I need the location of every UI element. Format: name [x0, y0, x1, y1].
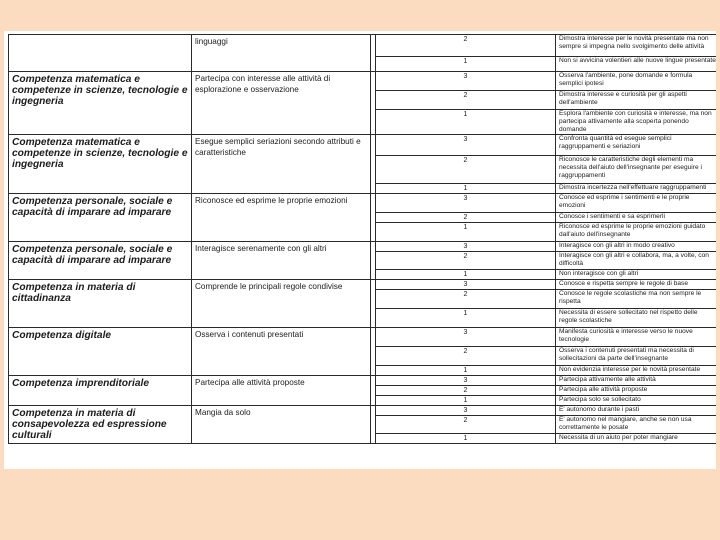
indicatore-cell: Partecipa alle attività proposte	[192, 376, 371, 406]
indicatore-cell: Riconosce ed esprime le proprie emozioni	[192, 194, 371, 242]
indicatore-cell: Osserva i contenuti presentati	[192, 328, 371, 376]
table-row	[9, 35, 717, 57]
competenza-cell: Competenza matematica e competenze in scienze, tecnologie e ingegneria	[9, 72, 192, 135]
competenza-cell: Competenza personale, sociale e capacità di imparare ad imparare	[9, 194, 192, 242]
livello-cell: 2	[376, 386, 556, 396]
table-row	[9, 376, 717, 386]
competenza-cell: Competenza personale, sociale e capacità di imparare ad imparare	[9, 242, 192, 280]
indicatore-cell: Partecipa con interesse alle attività di esplorazione e osservazione	[192, 72, 371, 135]
descrittore-cell: Conosce i sentimenti e sa esprimerli	[556, 213, 717, 223]
livello-cell: 1	[376, 57, 556, 72]
indicatore-cell: Interagisce serenamente con gli altri	[192, 242, 371, 280]
livello-cell: 3	[376, 280, 556, 290]
descrittore-cell: Conosce le regole scolastiche ma non sempre le rispetta	[556, 290, 717, 309]
descrittore-cell: Partecipa solo se sollecitato	[556, 396, 717, 406]
descrittore-cell: Manifesta curiosità e interesse verso le nuove tecnologie	[556, 328, 717, 347]
livello-cell: 1	[376, 396, 556, 406]
livello-cell: 2	[376, 35, 556, 57]
livello-cell: 2	[376, 290, 556, 309]
competenza-cell: Competenza in materia di consapevolezza ed espressione culturali	[9, 406, 192, 444]
descrittore-cell: E' autonomo nel mangiare, anche se non usa correttamente le posate	[556, 416, 717, 434]
livello-cell: 2	[376, 347, 556, 366]
competenza-cell: Competenza matematica e competenze in scienze, tecnologie e ingegneria	[9, 135, 192, 194]
indicatore-cell: linguaggi	[192, 35, 371, 72]
indicatore-cell: Comprende le principali regole condivise	[192, 280, 371, 328]
competenza-cell: Competenza in materia di cittadinanza	[9, 280, 192, 328]
table-row	[9, 194, 717, 213]
descrittore-cell: Dimostra interesse e curiosità per gli aspetti dell'ambiente	[556, 91, 717, 110]
livello-cell: 2	[376, 252, 556, 270]
indicatore-cell: Mangia da solo	[192, 406, 371, 444]
descrittore-cell: Osserva i contenuti presentati ma necessita di sollecitazioni da parte dell'insegnante	[556, 347, 717, 366]
descrittore-cell: Conosce ed esprime i sentimenti e le proprie emozioni	[556, 194, 717, 213]
descrittore-cell: Interagisce con gli altri e collabora, ma, a volte, con difficoltà	[556, 252, 717, 270]
table-row	[9, 280, 717, 290]
descrittore-cell: Riconosce ed esprime le proprie emozioni guidato dall'aiuto dell'insegnante	[556, 223, 717, 242]
table-row	[9, 135, 717, 156]
livello-cell: 1	[376, 184, 556, 194]
descrittore-cell: Non evidenzia interesse per le novità presentate	[556, 366, 717, 376]
descrittore-cell: Dimostra interesse per le novità presentate ma non sempre si impegna nello svolgimento delle attività	[556, 35, 717, 57]
descrittore-cell: Riconosce le caratteristiche degli elementi ma necessita dell'aiuto dell'insegnante per eseguire i raggruppamenti	[556, 156, 717, 184]
descrittore-cell: Confronta quantità ed esegue semplici raggruppamenti e seriazioni	[556, 135, 717, 156]
livello-cell: 3	[376, 242, 556, 252]
descrittore-cell: Partecipa alle attività proposte	[556, 386, 717, 396]
table-row	[9, 328, 717, 347]
competenza-cell: Competenza imprenditoriale	[9, 376, 192, 406]
table-row	[9, 72, 717, 91]
descrittore-cell: Esplora l'ambiente con curiosità e interesse, ma non partecipa attivamente alla scoperta ponendo domande	[556, 110, 717, 135]
indicatore-cell: Esegue semplici seriazioni secondo attributi e caratteristiche	[192, 135, 371, 194]
descrittore-cell: Osserva l'ambiente, pone domande e formula semplici ipotesi	[556, 72, 717, 91]
competenza-cell: Competenza digitale	[9, 328, 192, 376]
competence-table	[8, 34, 716, 444]
livello-cell: 1	[376, 309, 556, 328]
descrittore-cell: E' autonomo durante i pasti	[556, 406, 717, 416]
livello-cell: 1	[376, 270, 556, 280]
table-row	[9, 242, 717, 252]
livello-cell: 3	[376, 72, 556, 91]
livello-cell: 3	[376, 406, 556, 416]
competence-table-body	[9, 35, 717, 444]
livello-cell: 3	[376, 135, 556, 156]
livello-cell: 3	[376, 194, 556, 213]
descrittore-cell: Non si avvicina volentieri alle nuove lingue presentate	[556, 57, 717, 72]
livello-cell: 2	[376, 213, 556, 223]
livello-cell: 3	[376, 328, 556, 347]
descrittore-cell: Interagisce con gli altri in modo creativo	[556, 242, 717, 252]
document-page	[4, 31, 716, 469]
livello-cell: 3	[376, 376, 556, 386]
descrittore-cell: Dimostra incertezza nell'effettuare raggruppamenti	[556, 184, 717, 194]
descrittore-cell: Conosce e rispetta sempre le regole di base	[556, 280, 717, 290]
livello-cell: 1	[376, 434, 556, 444]
competenza-cell	[9, 35, 192, 72]
livello-cell: 2	[376, 91, 556, 110]
livello-cell: 1	[376, 223, 556, 242]
livello-cell: 1	[376, 366, 556, 376]
descrittore-cell: Partecipa attivamente alle attività	[556, 376, 717, 386]
livello-cell: 1	[376, 110, 556, 135]
livello-cell: 2	[376, 156, 556, 184]
descrittore-cell: Necessita di un aiuto per poter mangiare	[556, 434, 717, 444]
descrittore-cell: Non interagisce con gli altri	[556, 270, 717, 280]
livello-cell: 2	[376, 416, 556, 434]
table-row	[9, 406, 717, 416]
descrittore-cell: Necessita di essere sollecitato nel rispetto delle regole scolastiche	[556, 309, 717, 328]
